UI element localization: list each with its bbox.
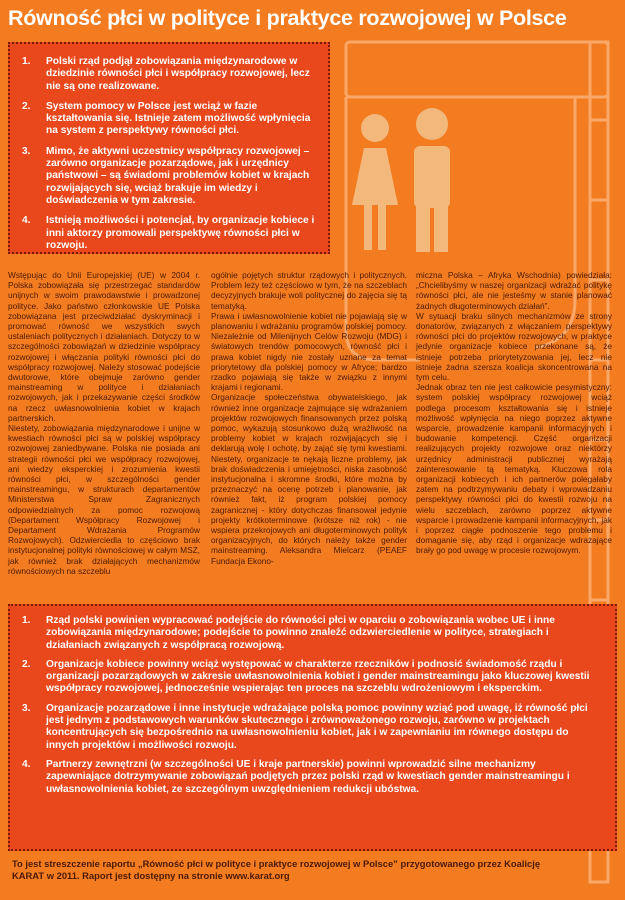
body-column-2 bbox=[211, 270, 407, 566]
paragraph: Organizacje społeczeństwa obywatelskiego, jak również inne organizacje zajmujące się wdrażaniem projektów rozwojowych finansowanych przez polską pomoc, wykazują stosunkowo dużą wrażliwość na problemy kobiet w krajach rozwijających się i deklarują wolę i ochotę, by zająć się tymi kwestiami. Niestety, organizacje te nękają liczne problemy, jak brak doświadczenia i umiejętności, niska zasobność instytucjonalna i skromne środki, które można by przeznaczyć na ocenę potrzeb i planowanie, jak również fakt, iż program polskiej pomocy zagranicznej - który dotychczas finansował jedynie projekty krótkoterminowe (krótsze niż rok) - nie wspiera przekrojowych ani długoterminowych polityk organizacyjnych, do których należy także gender mainstreaming. Aleksandra Mielcarz (PEAEF Fundacja Ekono- bbox=[211, 392, 407, 566]
summary-list bbox=[10, 44, 328, 252]
woman-figure-icon bbox=[352, 114, 398, 250]
summary-box bbox=[8, 42, 330, 254]
paragraph: W sytuacji braku silnych mechanizmów ze strony donatorów, związanych z włączaniem perspektywy równości płci do projektów rozwojowych, w praktyce jedynie organizacje kobiece przekonane są, że istnieje potrzeba priorytetyzowania jej, lecz nie istnieje żadna szersza koalicja skoncentrowana na tym celu. bbox=[416, 310, 612, 383]
paragraph: Prawa i uwłasnowolnienie kobiet nie pojawiają się w planowaniu i wdrażaniu programów polskiej pomocy. Niezależnie od Milenijnych Celów Rozwoju (MDG) i światowych trendów pomocowych, równość płci i prawa kobiet nigdy nie zostały uznane za temat priorytetowy dla polskiej pomocy w Afryce; bardzo rzadko pojawiają się także w związku z innymi krajami i regionami. bbox=[211, 310, 407, 393]
list-item: 3. Organizacje pozarządowe i inne instytucje wdrażające polską pomoc powinny wziąć pod uwagę, iż równość płci jest jednym z podstawowych warunków skutecznego i zrównoważonego rozwoju, zarówno w projektach koncentrujących się bezpośrednio na uwłasnowolnieniu kobiet, jak i w zapewnianiu im równego dostępu do innych projektów i możliwości rozwoju. bbox=[22, 702, 588, 751]
body-column-3 bbox=[416, 270, 612, 556]
paragraph: Niestety, zobowiązania międzynarodowe i unijne w kwestiach równości płci są w polskiej współpracy rozwojowej zaniedbywane. Polska nie posiada ani strategii równości płci we współpracy rozwojowej, ani wiedzy eksperckiej i zrozumienia kwestii równości płci, w szczególności gender mainstreamingu, w strukturach departamentów Ministerstwa Spraw Zagranicznych odpowiedzialnych za pomoc rozwojową (Departament Współpracy Rozwojowej i Departament Wdrażania Programów Rozwojowych). Odzwierciedla to częściowo brak instytucjonalnej polityki równościowej w całym MSZ, jak również brak działających mechanizmów równościowych na szczeblu bbox=[8, 423, 200, 576]
man-figure-icon bbox=[414, 108, 450, 252]
list-item: 2. Organizacje kobiece powinny wciąż występować w charakterze rzeczników i podnosić świadomość rządu i organizacji pozarządowych w zakresie uwłasnowolnienia kobiet i gender mainstreamingu jako kluczowej kwestii współpracy rozwojowej, jednocześnie wspierając ten proces na szczeblu wdrożeniowym i eksperckim. bbox=[22, 658, 590, 695]
paragraph: miczna Polska – Afryka Wschodnia) powiedziała: „Chcielibyśmy w naszej organizacji wdrażać politykę równości płci, ale nie jesteśmy w stanie planować żadnych długoterminowych działań”. bbox=[416, 270, 612, 311]
list-item: 2. System pomocy w Polsce jest wciąż w fazie kształtowania się. Istnieje zatem możliwość wpłynięcia na system z perspektywy równości płci. bbox=[22, 100, 311, 137]
paragraph: Wstępując do Unii Europejskiej (UE) w 2004 r. Polska zobowiązała się przestrzegać standardów unijnych w swoim prawodawstwie i prowadzonej polityce. Jako państwo członkowskie UE Polska zobowiązana jest przeciwdziałać dyskryminacji i promować równość we wszystkich swych ustaleniach politycznych i działaniach. Dotyczy to w szczególności zobowiązań w dziedzinie współpracy rozwojowej i włączania polityki równości płci do współpracy rozwojowej. Należy stosować podejście dwutorowe, które obejmuje zarówno gender mainstreaming w polityce i działaniach rozwojowych, jak i przekazywanie części środków na rzecz uwłasnowolnienia kobiet w krajach partnerskich. bbox=[8, 270, 200, 423]
footer-note: To jest streszczenie raportu „Równość płci w polityce i praktyce rozwojowej w Polsce” przygotowanego przez Koalicję KARAT w 2011. Raport jest dostępny na stronie www.karat.org bbox=[12, 858, 541, 881]
list-item: 3. Mimo, że aktywni uczestnicy współpracy rozwojowej – zarówno organizacje pozarządowe, jak i urzędnicy państwowi – są świadomi problemów kobiet w krajach rozwijających się, wciąż brakuje im wiedzy i doświadczenia w tym zakresie. bbox=[22, 145, 310, 206]
list-item: 4. Istnieją możliwości i potencjał, by organizacje kobiece i inni aktorzy promowali perspektywę równości płci w rozwoju. bbox=[22, 215, 315, 251]
list-item: 1. Polski rząd podjął zobowiązania międzynarodowe w dziedzinie równości płci i współpracy rozwojowej, lecz nie są one realizowane. bbox=[22, 56, 310, 92]
list-item: 4. Partnerzy zewnętrzni (w szczególności UE i kraje partnerskie) powinni wprowadzić silne mechanizmy zapewniające dotrzymywanie zobowiązań podjętych przez polski rząd w kwestiach gender mainstreamingu i uwłasnowolnienia kobiet, ze szczególnym uwzględnieniem redukcji ubóstwa. bbox=[22, 758, 570, 795]
recommendations-list bbox=[10, 606, 615, 796]
body-text bbox=[8, 270, 612, 592]
paragraph: Jednak obraz ten nie jest całkowicie pesymistyczny: system polskiej współpracy rozwojowej wciąż podlega procesom kształtowania się i istnieje możliwość wpłynięcia na niego poprzez aktywne wsparcie, prowadzenie kampanii informacyjnych i budowanie kompetencji. Część organizacji realizujących projekty rozwojowe oraz niektórzy urzędnicy administracji publicznej wyrażają zainteresowanie tą tematyką. Kluczowa rola organizacji kobiecych i ich partnerów polegałaby zatem na podtrzymywaniu debaty i wprowadzaniu perspektywy równości płci do kwestii rozwoju na wielu szczeblach, zarówno poprzez aktywne wsparcie i prowadzenie kampanii informacyjnych, jak i poprzez ciągłe podnoszenie tego problemu i domaganie się, aby rząd i organizacje wdrażające brały go pod uwagę w procesie rozwojowym. bbox=[416, 382, 612, 556]
page-title: Równość płci w polityce i praktyce rozwojowej w Polsce bbox=[8, 6, 567, 30]
list-item: 1. Rząd polski powinien wypracować podejście do równości płci w oparciu o zobowiązania wobec UE i inne zobowiązania międzynarodowe; podejście to powinno znaleźć odzwierciedlenie w polityce, strategiach i działaniach związanych z współpracą rozwojową. bbox=[22, 615, 555, 651]
recommendations-box bbox=[8, 604, 617, 851]
body-column-1 bbox=[8, 270, 200, 576]
paragraph: ogólnie pojętych struktur rządowych i politycznych. Problem leży też częściowo w tym, że na szczeblach decyzyjnych brakuje woli politycznej do zajęcia się tą tematyką. bbox=[211, 270, 407, 311]
